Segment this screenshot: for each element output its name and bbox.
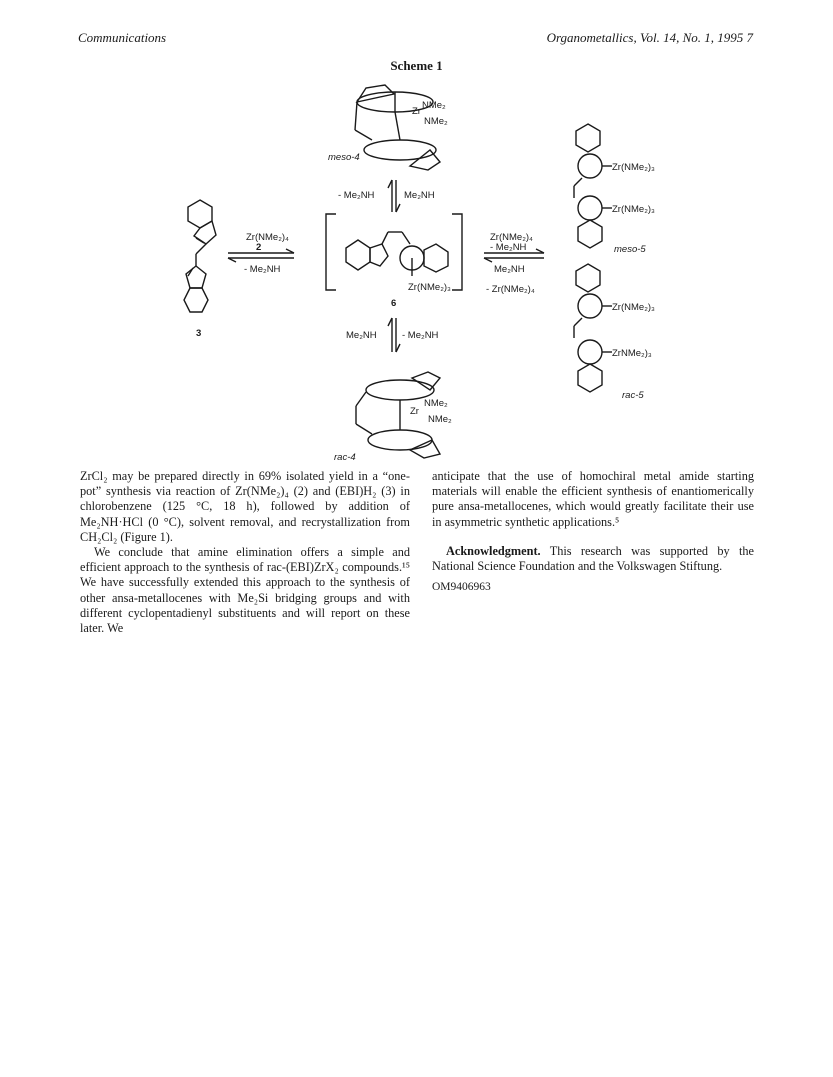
acknowledgment-body: This research was supported by the National Science Foundation and the Volkswagen Stiftung. — [432, 543, 754, 574]
arrow-right-top1-label: Zr(NMe₂)₄ — [490, 232, 533, 243]
zr-label-meso4: Zr — [412, 106, 421, 117]
arrow-vertical-bottom — [388, 318, 400, 352]
right-paragraph-1: anticipate that the use of homochiral metal amide starting materials will enable the efficient synthesis of enantiomerically pure ansa-metallocenes, which would greatly facilitate their use in asymmetric synthetic applications.⁵ — [432, 469, 754, 529]
arrow-right-top2-label: - Me₂NH — [490, 242, 527, 253]
arrow-up-right-label: Me₂NH — [404, 190, 435, 201]
zr-label-rac4: Zr — [410, 406, 419, 417]
nme2-label-rac4-a: NMe₂ — [424, 398, 448, 409]
right-text-column — [432, 469, 754, 595]
compound-6-structure — [326, 214, 462, 290]
arrow-right-bottom2-label: - Zr(NMe₂)₄ — [486, 284, 535, 295]
rac-4-label: rac-4 — [334, 452, 356, 463]
arrow-down-left-label: Me₂NH — [346, 330, 377, 341]
running-header-right: Organometallics, Vol. 14, No. 1, 1995 7 — [546, 30, 753, 45]
nme2-label-rac4-b: NMe₂ — [428, 414, 452, 425]
compound-3-structure — [184, 200, 216, 312]
zr-nme2-rac5-a: Zr(NMe₂)₃ — [612, 302, 655, 313]
meso-5-label: meso-5 — [614, 244, 646, 255]
arrow-up-left-label: - Me₂NH — [338, 190, 375, 201]
arrow-down-right-label: - Me₂NH — [402, 330, 439, 341]
zr-nme2-label-6: Zr(NMe₂)₃ — [408, 282, 451, 293]
meso-4-structure — [355, 85, 440, 170]
left-text-column — [80, 469, 410, 636]
meso-4-label: meso-4 — [328, 152, 360, 163]
zr-nme2-rac5-b: ZrNMe₂)₃ — [612, 348, 652, 359]
nme2-label-meso4-b: NMe₂ — [424, 116, 448, 127]
arrow-vertical-top — [388, 180, 400, 212]
acknowledgment-heading: Acknowledgment. — [446, 543, 541, 558]
arrow-right-bottom1-label: Me₂NH — [494, 264, 525, 275]
nme2-label-meso4-a: NMe₂ — [422, 100, 446, 111]
compound-3-label: 3 — [196, 328, 202, 339]
left-paragraph-1: ZrCl₂ may be prepared directly in 69% isolated yield in a “one-pot” synthesis via reaction of Zr(NMe₂)₄ (2) and (EBI)H₂ (3) in chlorobenzene (125 °C, 18 h), followed by addition of Me₂NH·HCl (0 °C), solvent removal, and recrystallization from CH₂Cl₂ (Figure 1). — [80, 469, 410, 544]
zr-nme2-meso5-b: Zr(NMe₂)₃ — [612, 204, 655, 215]
zr-nme2-meso5-a: Zr(NMe₂)₃ — [612, 162, 655, 173]
manuscript-code: OM9406963 — [432, 581, 491, 594]
compound-6-label: 6 — [391, 298, 397, 309]
reaction-scheme — [0, 0, 833, 470]
arrow-left-bottom-label: - Me₂NH — [244, 264, 281, 275]
left-paragraph-2: We conclude that amine elimination offers a simple and efficient approach to the synthesis of rac-(EBI)ZrX₂ compounds.¹⁵ We have successfully extended this approach to the synthesis of other ansa-metallocenes with Me₂Si bridging groups and with different cyclopentadienyl substituents and will report on these later. We — [80, 545, 410, 636]
rac-5-structure — [574, 264, 612, 392]
running-header-left: Communications — [78, 30, 167, 45]
arrow-left-top-label: Zr(NMe₂)₄ — [246, 232, 289, 243]
scheme-title: Scheme 1 — [390, 58, 443, 73]
arrow-left-mid-label: 2 — [256, 242, 262, 253]
meso-5-structure — [574, 124, 612, 248]
rac-5-label: rac-5 — [622, 390, 644, 401]
acknowledgment-paragraph — [432, 544, 754, 574]
